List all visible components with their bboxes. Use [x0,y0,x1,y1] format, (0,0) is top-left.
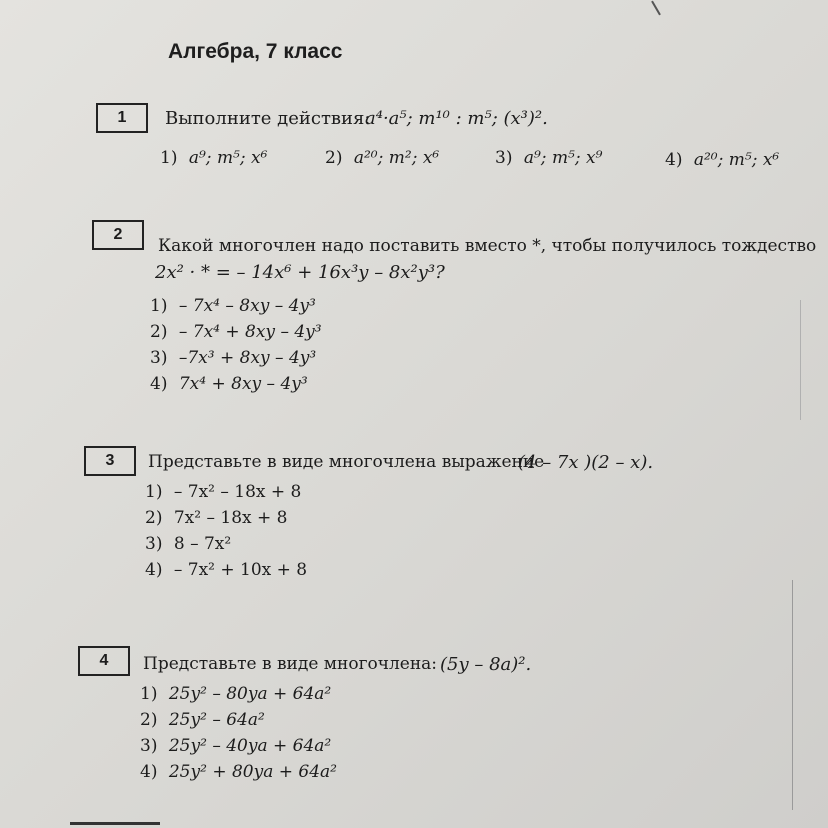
question-text: Выполните действия: [165,108,371,129]
answer-option [145,482,301,502]
option-label: 2) [325,148,343,168]
option-text: a⁹; m⁵; x⁶ [188,148,268,168]
option-label: 1) [160,148,178,168]
question-expression: (5y – 8a)². [440,654,532,675]
question-expression: 2x² · * = – 14x⁶ + 16x³y – 8x²y³? [155,262,445,283]
answer-option [150,296,316,316]
answer-option [160,148,267,168]
option-text: – 7x² + 10x + 8 [173,560,308,580]
option-label: 1) [150,296,168,316]
question-text: Представьте в виде многочлена: [143,654,438,674]
paper-edge-line [792,580,793,810]
option-label: 2) [145,508,163,528]
answer-option [150,374,308,394]
answer-option [140,736,331,756]
paper-crease [651,1,661,16]
option-text: 8 – 7x² [173,534,232,554]
question-number-box: 1 [96,103,148,133]
option-text: – 7x⁴ + 8xy – 4y³ [178,322,322,342]
answer-option [145,534,231,554]
option-label: 3) [145,534,163,554]
answer-option [325,148,439,168]
option-label: 4) [145,560,163,580]
answer-option [140,684,331,704]
option-text: 25y² – 80ya + 64a² [168,684,332,704]
option-text: a⁹; m⁵; x⁹ [523,148,603,168]
question-number-box: 2 [92,220,144,250]
question-expression: (4 – 7x )(2 – x). [518,452,654,473]
option-label: 1) [140,684,158,704]
option-label: 4) [665,150,683,170]
next-question-box-edge [70,822,160,825]
answer-option [150,322,322,342]
option-text: – 7x² – 18x + 8 [173,482,302,502]
option-label: 3) [150,348,168,368]
option-label: 1) [145,482,163,502]
question-expression: a⁴·a⁵; m¹⁰ : m⁵; (x³)². [365,108,548,129]
question-number-box: 4 [78,646,130,676]
option-label: 4) [140,762,158,782]
option-text: 25y² – 64a² [168,710,265,730]
answer-option [665,150,779,170]
page-title: Алгебра, 7 класс [168,40,343,63]
option-text: a²⁰; m²; x⁶ [353,148,440,168]
question-text: Какой многочлен надо поставить вместо *, чтобы получилось тождество [158,236,817,256]
answer-option [140,710,265,730]
option-label: 2) [150,322,168,342]
paper-edge-line [800,300,801,420]
option-text: – 7x⁴ – 8xy – 4y³ [178,296,316,316]
option-label: 4) [150,374,168,394]
option-text: –7x³ + 8xy – 4y³ [178,348,317,368]
answer-option [150,348,316,368]
option-label: 3) [140,736,158,756]
option-text: 7x⁴ + 8xy – 4y³ [178,374,308,394]
answer-option [145,508,287,528]
option-label: 3) [495,148,513,168]
option-text: 25y² – 40ya + 64a² [168,736,332,756]
answer-option [145,560,307,580]
option-text: 7x² – 18x + 8 [173,508,288,528]
answer-option [495,148,602,168]
question-number-box: 3 [84,446,136,476]
option-label: 2) [140,710,158,730]
question-text: Представьте в виде многочлена выражение [148,452,545,472]
option-text: 25y² + 80ya + 64a² [168,762,337,782]
option-text: a²⁰; m⁵; x⁶ [693,150,780,170]
answer-option [140,762,337,782]
